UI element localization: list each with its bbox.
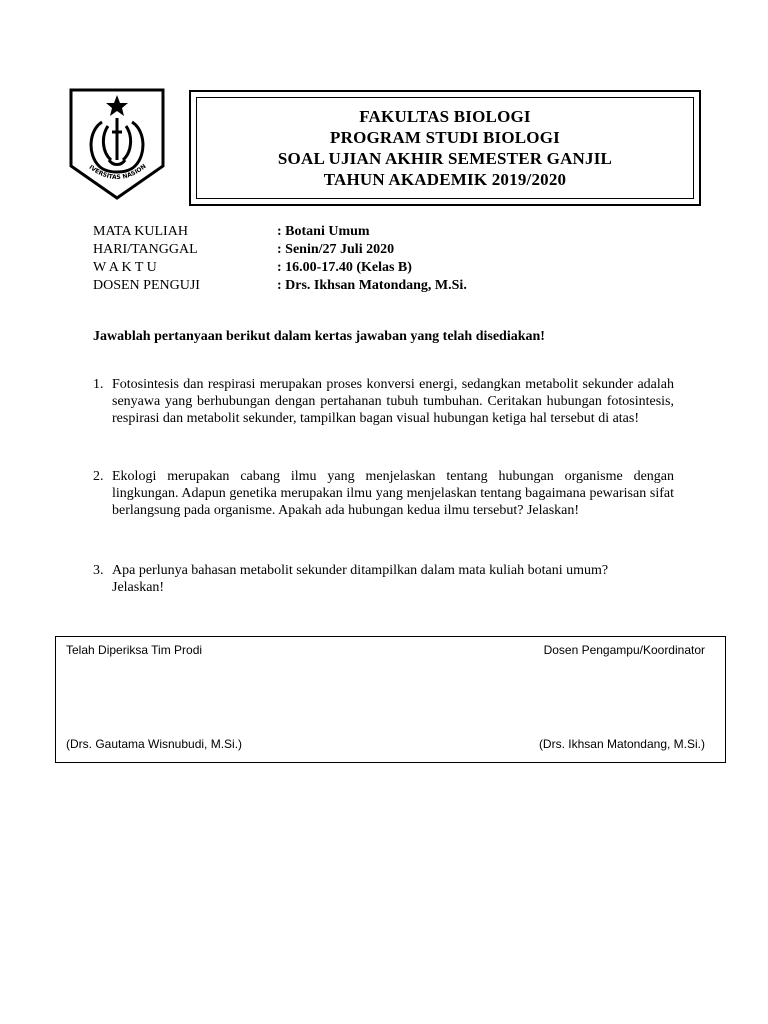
- info-row-course: [93, 223, 693, 241]
- question-text: Apa perlunya bahasan metabolit sekunder ditampilkan dalam mata kuliah botani umum?: [112, 563, 609, 578]
- reviewer-name: (Drs. Gautama Wisnubudi, M.Si.): [66, 737, 243, 751]
- reviewer-title: Telah Diperiksa Tim Prodi: [66, 643, 203, 657]
- exam-title: SOAL UJIAN AKHIR SEMESTER GANJIL: [277, 149, 613, 168]
- question-text: Ekologi merupakan cabang ilmu yang menjelaskan tentang hubungan organisme dengan lingkungan. Adapun genetika merupakan ilmu yang menjelaskan tentang bagaimana pewarisan sifat berlangsung pada organisme. Apakah ada hubungan kedua ilmu tersebut? Jelaskan!: [112, 469, 674, 518]
- info-value: : 16.00-17.40 (Kelas B): [277, 260, 412, 275]
- info-row-examiner: [93, 277, 693, 295]
- question-number: 1.: [93, 377, 104, 392]
- info-label: W A K T U: [93, 260, 157, 275]
- lecturer-name: (Drs. Ikhsan Matondang, M.Si.): [538, 737, 705, 751]
- question-number: 3.: [93, 563, 104, 578]
- info-label: HARI/TANGGAL: [93, 242, 198, 257]
- info-value: : Senin/27 Juli 2020: [277, 242, 395, 257]
- question-number: 2.: [93, 469, 104, 484]
- info-row-time: [93, 259, 693, 277]
- university-logo: [69, 88, 165, 200]
- question-text-continued: Jelaskan!: [112, 580, 165, 595]
- faculty-title: FAKULTAS BIOLOGI: [359, 107, 531, 126]
- info-label: MATA KULIAH: [93, 224, 188, 239]
- academic-year: TAHUN AKADEMIK 2019/2020: [323, 170, 567, 189]
- info-value: : Drs. Ikhsan Matondang, M.Si.: [277, 278, 467, 293]
- question-3: [93, 562, 674, 596]
- question-1: [93, 376, 674, 427]
- logo-text: IVERSITAS NASION: [87, 163, 148, 182]
- university-crest-icon: [69, 88, 165, 200]
- instruction: Jawablah pertanyaan berikut dalam kertas jawaban yang telah disediakan!: [93, 329, 545, 344]
- lecturer-title: Dosen Pengampu/Koordinator: [543, 643, 705, 657]
- signature-box: [55, 636, 726, 763]
- header-box: [189, 90, 701, 206]
- question-2: [93, 468, 674, 519]
- info-value: : Botani Umum: [277, 224, 370, 239]
- header-inner: [196, 97, 694, 199]
- exam-info: [93, 223, 693, 295]
- info-label: DOSEN PENGUJI: [93, 278, 200, 293]
- info-row-date: [93, 241, 693, 259]
- program-title: PROGRAM STUDI BIOLOGI: [330, 128, 560, 147]
- question-text: Fotosintesis dan respirasi merupakan proses konversi energi, sedangkan metabolit sekunder adalah senyawa yang berhubungan dengan pertahanan tubuh tumbuhan. Ceritakan hubungan fotosintesis, respirasi dan metabolit sekunder, tampilkan bagan visual hubungan ketiga hal tersebut di atas!: [112, 377, 674, 426]
